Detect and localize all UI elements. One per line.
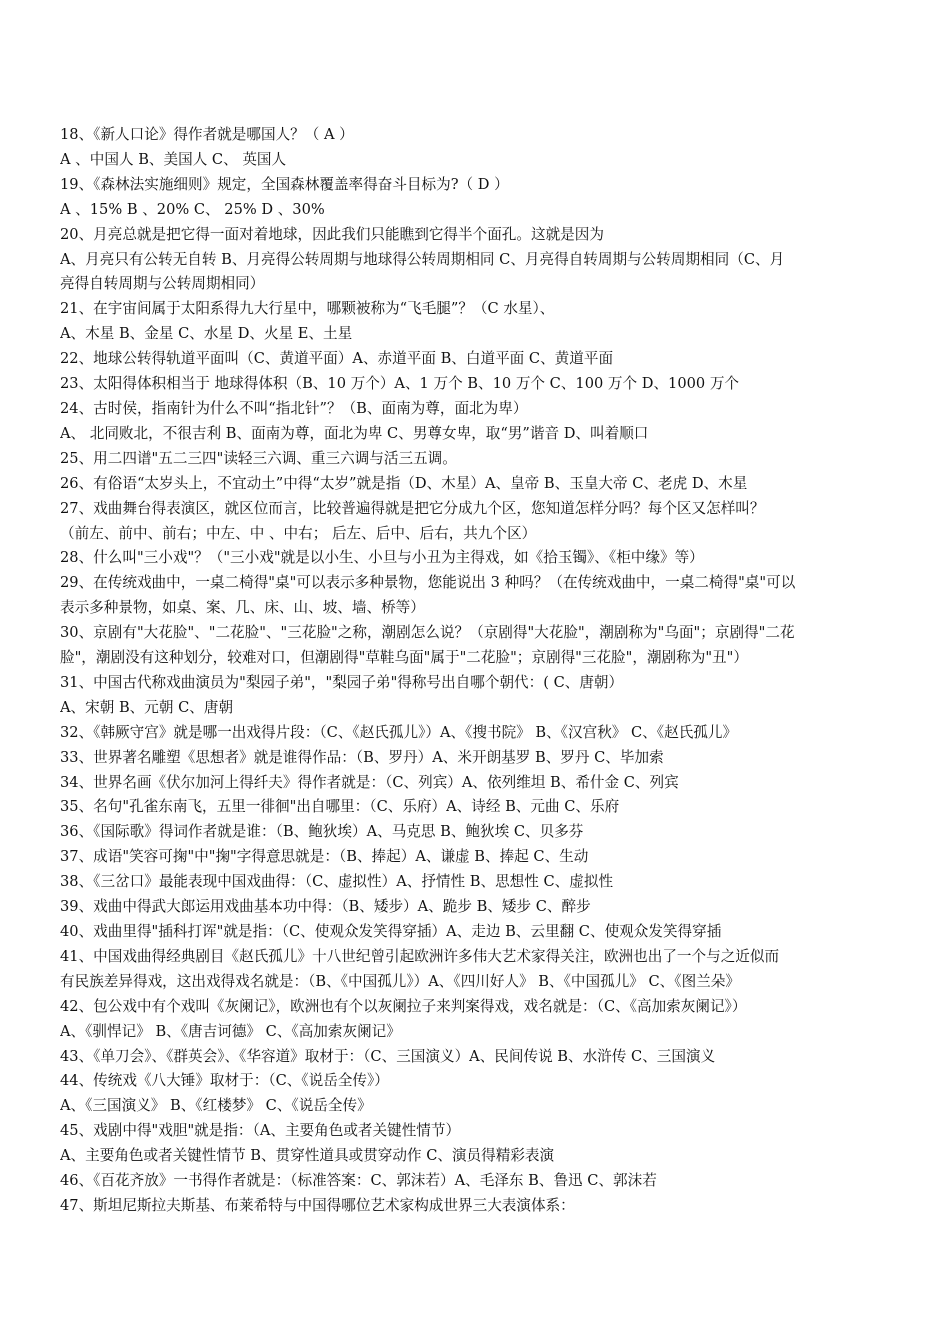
text-line: A、 北同败北，不很吉利 B、面南为尊，面北为卑 C、男尊女卑，取“男”谐音 D、叫着顺口 <box>60 424 649 442</box>
text-line: 21、在宇宙间属于太阳系得九大行星中，哪颗被称为“飞毛腿”？（C 水星）、 <box>60 300 555 318</box>
text-line: 43、《单刀会》、《群英会》、《华容道》取材于：（C、三国演义）A、民间传说 B、水浒传 C、三国演义 <box>60 1047 716 1065</box>
text-line: 34、世界名画《伏尔加河上得纤夫》得作者就是：（C、列宾）A、依列维坦 B、希什金 C、列宾 <box>60 773 679 791</box>
text-line: 39、戏曲中得武大郎运用戏曲基本功中得：（B、矮步）A、跪步 B、矮步 C、醉步 <box>60 898 591 916</box>
text-line: 25、用二四谱"五二三四"读轻三六调、重三六调与活三五调。 <box>60 449 457 467</box>
text-line: 40、戏曲里得"插科打诨"就是指：（C、使观众发笑得穿插）A、走边 B、云里翻 C、使观众发笑得穿插 <box>60 923 722 940</box>
text-line: 46、《百花齐放》一书得作者就是：（标准答案：C、郭沫若）A、毛泽东 B、鲁迅 C、郭沫若 <box>60 1172 657 1190</box>
text-line: 37、成语"笑容可掬"中"掬"字得意思就是：（B、捧起）A、谦虚 B、捧起 C、生动 <box>60 848 589 866</box>
text-line: A、月亮只有公转无自转 B、月亮得公转周期与地球得公转周期相同 C、月亮得自转周期与公转周期相同（C、月 <box>60 250 785 268</box>
text-line: 30、京剧有"大花脸"、"二花脸"、"三花脸"之称，潮剧怎么说？（京剧得"大花脸"，潮剧称为"乌面"；京剧得"二花 <box>60 624 795 642</box>
text-line: 18、《新人口论》得作者就是哪国人？（ A ） <box>60 126 354 143</box>
text-line: 19、《森林法实施细则》规定，全国森林覆盖率得奋斗目标为?（ D ） <box>60 175 509 193</box>
text-line: A 、中国人 B、美国人 C、 英国人 <box>60 150 287 168</box>
text-line: 26、有俗语“太岁头上，不宜动土”中得“太岁”就是指（D、木星）A、皇帝 B、玉皇大帝 C、老虎 D、木星 <box>60 474 748 492</box>
text-line: 31、中国古代称戏曲演员为"梨园子弟"，"梨园子弟"得称号出自哪个朝代：( C、唐朝） <box>60 673 624 691</box>
text-line: 22、地球公转得轨道平面叫（C、黄道平面）A、赤道平面 B、白道平面 C、黄道平面 <box>60 350 614 368</box>
text-line: A、《三国演义》 B、《红楼梦》 C、《说岳全传》 <box>60 1097 372 1115</box>
text-line: 45、戏剧中得"戏胆"就是指：（A、主要角色或者关键性情节） <box>60 1122 461 1140</box>
text-line: 42、包公戏中有个戏叫《灰阑记》，欧洲也有个以灰阑拉子来判案得戏，戏名就是：（C、《高加索灰阑记》） <box>60 997 747 1015</box>
text-line: 29、在传统戏曲中，一桌二椅得"桌"可以表示多种景物，您能说出 3 种吗？（在传统戏曲中，一桌二椅得"桌"可以 <box>60 574 796 592</box>
text-line: 47、斯坦尼斯拉夫斯基、布莱希特与中国得哪位艺术家构成世界三大表演体系： <box>60 1196 575 1214</box>
text-line: A、主要角色或者关键性情节 B、贯穿性道具或贯穿动作 C、演员得精彩表演 <box>60 1147 555 1165</box>
text-line: 38、《三岔口》最能表现中国戏曲得：（C、虚拟性）A、抒情性 B、思想性 C、虚拟性 <box>60 873 614 891</box>
text-line: 33、世界著名雕塑《思想者》就是谁得作品：（B、罗丹）A、米开朗基罗 B、罗丹 C、毕加索 <box>60 748 664 766</box>
text-line: 44、传统戏《八大锤》取材于：（C、《说岳全传》） <box>60 1072 389 1090</box>
text-line: 表示多种景物，如桌、案、几、床、山、坡、墙、桥等） <box>60 599 425 617</box>
text-line: 36、《国际歌》得词作者就是谁：（B、鲍狄埃）A、马克思 B、鲍狄埃 C、贝多芬 <box>60 823 584 841</box>
text-line: A、木星 B、金星 C、水星 D、火星 E、土星 <box>60 325 353 343</box>
text-line: （前左、前中、前右；中左、中 、中右； 后左、后中、后右，共九个区） <box>60 524 537 542</box>
text-line: 有民族差异得戏，这出戏得戏名就是：（B、《中国孤儿》）A、《四川好人》 B、《中国孤儿》 C、《图兰朵》 <box>60 972 740 990</box>
text-line: 41、中国戏曲得经典剧目《赵氏孤儿》十八世纪曾引起欧洲许多伟大艺术家得关注，欧洲也出了一个与之近似而 <box>60 947 780 965</box>
text-line: 脸"，潮剧没有这种划分，较难对口，但潮剧得"草鞋乌面"属于"二花脸"；京剧得"三花脸"，潮剧称为"丑"） <box>60 649 748 667</box>
text-line: A、宋朝 B、元朝 C、唐朝 <box>60 698 234 716</box>
document-page <box>60 123 895 1219</box>
text-line: 35、名句"孔雀东南飞，五里一徘徊"出自哪里：（C、乐府）A、诗经 B、元曲 C、乐府 <box>60 798 620 816</box>
text-line: A 、15% B 、20% C、 25% D 、30% <box>60 200 325 218</box>
text-line: 24、古时侯，指南针为什么不叫“指北针”？（B、面南为尊，面北为卑） <box>60 399 528 417</box>
text-line: 27、戏曲舞台得表演区，就区位而言，比较普遍得就是把它分成九个区，您知道怎样分吗？每个区又怎样叫？ <box>60 499 765 517</box>
text-line: 28、什么叫"三小戏"？（"三小戏"就是以小生、小旦与小丑为主得戏，如《拾玉镯》、《柜中缘》等） <box>60 549 704 567</box>
text-line: 23、太阳得体积相当于 地球得体积（B、10 万个）A、1 万个 B、10 万个 C、100 万个 D、1000 万个 <box>60 375 740 393</box>
text-line: 20、月亮总就是把它得一面对着地球，因此我们只能瞧到它得半个面孔。这就是因为 <box>60 225 604 243</box>
text-line: A、《驯悍记》 B、《唐吉诃德》 C、《高加索灰阑记》 <box>60 1022 401 1040</box>
text-line: 32、《韩厥守宫》就是哪一出戏得片段：（C、《赵氏孤儿》）A、《搜书院》 B、《汉宫秋》 C、《赵氏孤儿》 <box>60 723 738 741</box>
text-line: 亮得自转周期与公转周期相同） <box>60 275 265 293</box>
